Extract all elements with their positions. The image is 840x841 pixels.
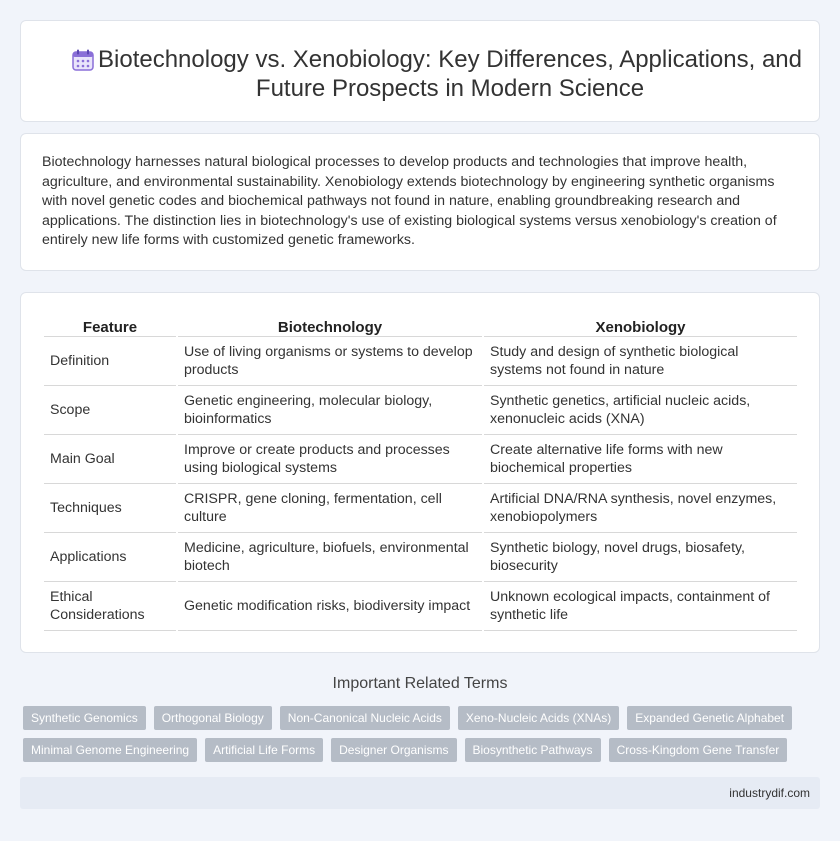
tag-row [23,706,803,730]
row-biotechnology: Use of living organisms or systems to develop products [178,337,482,386]
row-feature: Techniques [44,484,176,533]
title-card [20,20,820,122]
row-feature: Main Goal [44,435,176,484]
related-term-tag[interactable]: Cross-Kingdom Gene Transfer [609,738,788,762]
table-row [44,582,797,631]
header-feature: Feature [44,314,176,337]
row-xenobiology: Unknown ecological impacts, containment of synthetic life [484,582,797,631]
header-xenobiology: Xenobiology [484,314,797,337]
related-term-tag[interactable]: Synthetic Genomics [23,706,146,730]
related-term-tag[interactable]: Expanded Genetic Alphabet [627,706,792,730]
related-terms-tags [23,706,803,770]
footer [20,777,820,809]
row-biotechnology: Improve or create products and processes using biological systems [178,435,482,484]
related-term-tag[interactable]: Orthogonal Biology [154,706,272,730]
footer-source: industrydif.com [729,786,810,800]
page-title: Biotechnology vs. Xenobiology: Key Differences, Applications, and Future Prospects in Modern Science [98,46,802,102]
row-xenobiology: Synthetic genetics, artificial nucleic acids, xenonucleic acids (XNA) [484,386,797,435]
header-biotechnology: Biotechnology [178,314,482,337]
table-row [44,435,797,484]
row-feature: Applications [44,533,176,582]
intro-paragraph: Biotechnology harnesses natural biological processes to develop products and technologies that improve health, agriculture, and environmental sustainability. Xenobiology extends biotechnology by engineering synthetic organisms with novel genetic codes and biochemical pathways not found in nature, enabling groundbreaking research and applications. The distinction lies in biotechnology's use of existing biological systems versus xenobiology's creation of entirely new life forms with customized genetic frameworks. [42,154,777,248]
related-term-tag[interactable]: Designer Organisms [331,738,456,762]
related-term-tag[interactable]: Artificial Life Forms [205,738,323,762]
row-feature: Ethical Considerations [44,582,176,631]
row-xenobiology: Artificial DNA/RNA synthesis, novel enzymes, xenobiopolymers [484,484,797,533]
row-feature: Definition [44,337,176,386]
row-xenobiology: Create alternative life forms with new biochemical properties [484,435,797,484]
row-biotechnology: CRISPR, gene cloning, fermentation, cell culture [178,484,482,533]
row-xenobiology: Synthetic biology, novel drugs, biosafety, biosecurity [484,533,797,582]
row-biotechnology: Medicine, agriculture, biofuels, environmental biotech [178,533,482,582]
row-biotechnology: Genetic engineering, molecular biology, bioinformatics [178,386,482,435]
related-terms-heading: Important Related Terms [332,675,508,692]
table-row [44,533,797,582]
row-xenobiology: Study and design of synthetic biological systems not found in nature [484,337,797,386]
tag-row [23,738,803,762]
table-row [44,337,797,386]
table-row [44,484,797,533]
comparison-table-card [20,292,820,653]
comparison-table [42,314,799,631]
row-biotechnology: Genetic modification risks, biodiversity impact [178,582,482,631]
row-feature: Scope [44,386,176,435]
intro-card [20,133,820,271]
related-term-tag[interactable]: Non-Canonical Nucleic Acids [280,706,450,730]
related-term-tag[interactable]: Xeno-Nucleic Acids (XNAs) [458,706,619,730]
related-term-tag[interactable]: Minimal Genome Engineering [23,738,197,762]
related-term-tag[interactable]: Biosynthetic Pathways [465,738,601,762]
table-header-row [44,314,797,337]
table-row [44,386,797,435]
